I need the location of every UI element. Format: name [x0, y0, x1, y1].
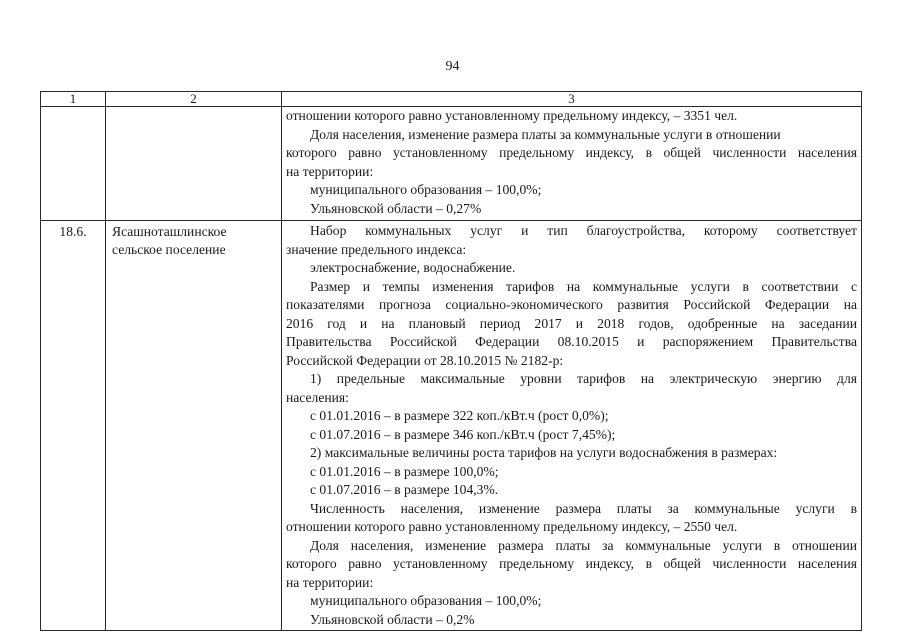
text-line: отношении которого равно установленному предельному индексу, – 3351 чел. — [286, 108, 738, 123]
row-text-cell — [282, 107, 862, 221]
table-header-row — [41, 92, 862, 107]
text-line: которого равно установленному предельному индексу, в общей численности населения — [286, 556, 857, 571]
text-line: Численность населения, изменение размера платы за коммунальные услуги в — [310, 500, 857, 516]
text-line: Доля населения, изменение размера платы за коммунальные услуги в отношении — [310, 537, 857, 553]
text-line: Набор коммунальных услуг и тип благоустройства, которому соответствует — [310, 223, 857, 238]
text-line: Доля населения, изменение размера платы за коммунальные услуги в отношении — [310, 126, 781, 142]
row-text-cell — [282, 221, 862, 631]
text-line: 1) предельные максимальные уровни тарифов на электрическую энергию для — [310, 371, 857, 386]
settlement-name-line: Ясашноташлинское — [112, 224, 227, 239]
text-line: показателями прогноза социально-экономического развития Российской Федерации на — [286, 297, 857, 312]
page-number: 94 — [445, 59, 460, 74]
settlement-name-line: сельское поселение — [112, 242, 226, 257]
text-line: 2) максимальные величины роста тарифов на услуги водоснабжения в размерах: — [310, 445, 778, 460]
text-line: с 01.01.2016 – в размере 322 коп./кВт.ч (рост 0,0%); — [310, 408, 609, 423]
row-number: 18.6. — [41, 221, 106, 631]
text-line: Размер и темпы изменения тарифов на коммунальные услуги в соответствии с — [310, 278, 857, 294]
text-line: с 01.07.2016 – в размере 104,3%. — [310, 482, 499, 497]
text-line: Российской Федерации от 28.10.2015 № 2182-р: — [286, 352, 564, 368]
text-line: электроснабжение, водоснабжение. — [310, 260, 516, 275]
text-line: муниципального образования – 100,0%; — [310, 593, 542, 608]
text-line: с 01.07.2016 – в размере 346 коп./кВт.ч (рост 7,45%); — [310, 426, 616, 442]
row-number-cell-empty — [41, 107, 106, 221]
text-line: на территории: — [286, 163, 374, 179]
text-line: населения: — [286, 389, 349, 405]
text-line: муниципального образования – 100,0%; — [310, 182, 542, 197]
column-header-3: 3 — [282, 92, 862, 107]
table-row — [41, 221, 862, 631]
text-line: которого равно установленному предельному индексу, в общей численности населения — [286, 145, 857, 160]
table-row-continued — [41, 107, 862, 221]
text-line: Ульяновской области – 0,27% — [310, 200, 482, 216]
text-line: значение предельного индекса: — [286, 241, 467, 257]
text-line: Ульяновской области – 0,2% — [310, 611, 475, 627]
text-line: отношении которого равно установленному предельному индексу, – 2550 чел. — [286, 519, 738, 534]
column-header-1: 1 — [41, 92, 106, 107]
column-header-2: 2 — [106, 92, 282, 107]
text-line: на территории: — [286, 574, 374, 590]
row-settlement-name — [106, 221, 282, 631]
row-name-cell-empty — [106, 107, 282, 221]
text-line: с 01.01.2016 – в размере 100,0%; — [310, 463, 499, 479]
document-table — [40, 91, 862, 631]
text-line: Правительства Российской Федерации 08.10.2015 и распоряжением Правительства — [286, 334, 857, 349]
text-line: 2016 год и на плановый период 2017 и 2018 годов, одобренные на заседании — [286, 315, 857, 331]
